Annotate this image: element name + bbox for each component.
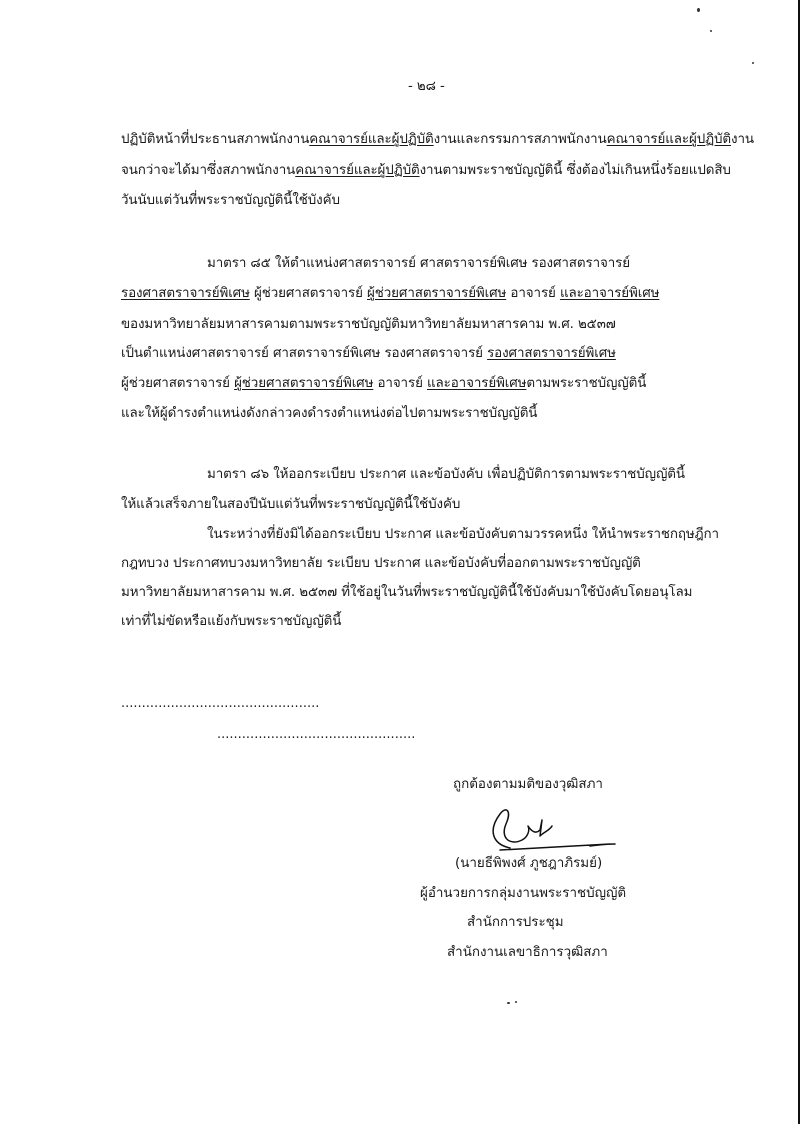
underlined-text: รองศาสตราจารย์พิเศษ: [121, 286, 250, 301]
scan-speck: [697, 8, 700, 12]
signatory-name: (นายธีพิพงศ์ ภูชฎาภิรมย์): [455, 856, 603, 871]
para1-line3: วันนับแต่วันที่พระราชบัญญัตินี้ใช้บังคับ: [121, 193, 340, 208]
scan-speck: [507, 1002, 510, 1004]
section85-line2: [121, 285, 659, 303]
text: งาน: [731, 132, 754, 147]
section86-line4: กฎทบวง ประกาศทบวงมหาวิทยาลัย ระเบียบ ประกาศ และข้อบังคับที่ออกตามพระราชบัญญัติ: [121, 556, 641, 571]
para1-line1: [121, 131, 754, 149]
signatory-office: สำนักงานเลขาธิการวุฒิสภา: [447, 945, 608, 960]
dotted-separator-1: ................................................: [121, 696, 320, 711]
scan-speck: [710, 30, 712, 32]
text: ตามพระราชบัญญัตินี้: [526, 376, 647, 391]
text: อาจารย์: [506, 286, 560, 301]
text: เป็นตำแหน่งศาสตราจารย์ ศาสตราจารย์พิเศษ รองศาสตราจารย์: [121, 346, 488, 361]
underlined-text: คณาจารย์และผู้ปฏิบัติ: [606, 132, 732, 147]
underlined-text: ผู้ช่วยศาสตราจารย์พิเศษ: [234, 376, 374, 391]
underlined-text: และอาจารย์พิเศษ: [559, 286, 660, 301]
signatory-position: ผู้อำนวยการกลุ่มงานพระราชบัญญัติ: [420, 886, 627, 901]
dotted-separator-2: ................................................: [217, 727, 416, 742]
section85-line5: [121, 375, 646, 393]
underlined-text: คณาจารย์และผู้ปฏิบัติ: [295, 163, 420, 178]
page-number: - ๒๘ -: [408, 79, 445, 94]
section85-line1: มาตรา ๘๕ ให้ตำแหน่งศาสตราจารย์ ศาสตราจารย์พิเศษ รองศาสตราจารย์: [207, 256, 630, 271]
text: งานและกรรมการสภาพนักงาน: [433, 132, 607, 147]
text: ผู้ช่วยศาสตราจารย์: [121, 376, 235, 391]
text: อาจารย์: [373, 376, 427, 391]
underlined-text: คณาจารย์และผู้ปฏิบัติ: [309, 132, 434, 147]
section86-line5: มหาวิทยาลัยมหาสารคาม พ.ศ. ๒๕๓๗ ที่ใช้อยู่ในวันที่พระราชบัญญัตินี้ใช้บังคับมาใช้บังคับโดยอนุโลม: [121, 585, 693, 600]
section86-line2: ให้แล้วเสร็จภายในสองปีนับแต่วันที่พระราชบัญญัตินี้ใช้บังคับ: [121, 497, 461, 512]
scan-speck: [752, 62, 754, 64]
underlined-text: และอาจารย์พิเศษ: [426, 376, 527, 391]
underlined-text: ผู้ช่วยศาสตราจารย์พิเศษ: [367, 286, 507, 301]
para1-line2: [121, 162, 731, 180]
text: ปฏิบัติหน้าที่ประธานสภาพนักงาน: [121, 132, 310, 147]
underlined-text: รองศาสตราจารย์พิเศษ: [487, 346, 616, 361]
certification-correct: ถูกต้องตามมติของวุฒิสภา: [453, 777, 603, 792]
section86-line3: ในระหว่างที่ยังมิได้ออกระเบียบ ประกาศ และข้อบังคับตามวรรคหนึ่ง ให้นำพระราชกฤษฎีกา: [207, 527, 719, 542]
section86-line6: เท่าที่ไม่ขัดหรือแย้งกับพระราชบัญญัตินี้: [121, 614, 342, 629]
section85-line6: และให้ผู้ดำรงตำแหน่งดังกล่าวคงดำรงตำแหน่งต่อไปตามพระราชบัญญัตินี้: [121, 406, 538, 421]
section85-line4: [121, 345, 616, 363]
signatory-bureau: สำนักการประชุม: [467, 915, 564, 930]
section85-line3: ของมหาวิทยาลัยมหาสารคามตามพระราชบัญญัติมหาวิทยาลัยมหาสารคาม พ.ศ. ๒๕๓๗: [121, 317, 616, 332]
scan-speck: [515, 1001, 517, 1003]
text: ผู้ช่วยศาสตราจารย์: [249, 286, 368, 301]
text: จนกว่าจะได้มาซึ่งสภาพนักงาน: [121, 163, 296, 178]
text: งานตามพระราชบัญญัตินี้ ซึ่งต้องไม่เกินหนึ่งร้อยแปดสิบ: [419, 163, 731, 178]
section86-line1: มาตรา ๘๖ ให้ออกระเบียบ ประกาศ และข้อบังคับ เพื่อปฏิบัติการตามพระราชบัญญัตินี้: [207, 467, 685, 482]
